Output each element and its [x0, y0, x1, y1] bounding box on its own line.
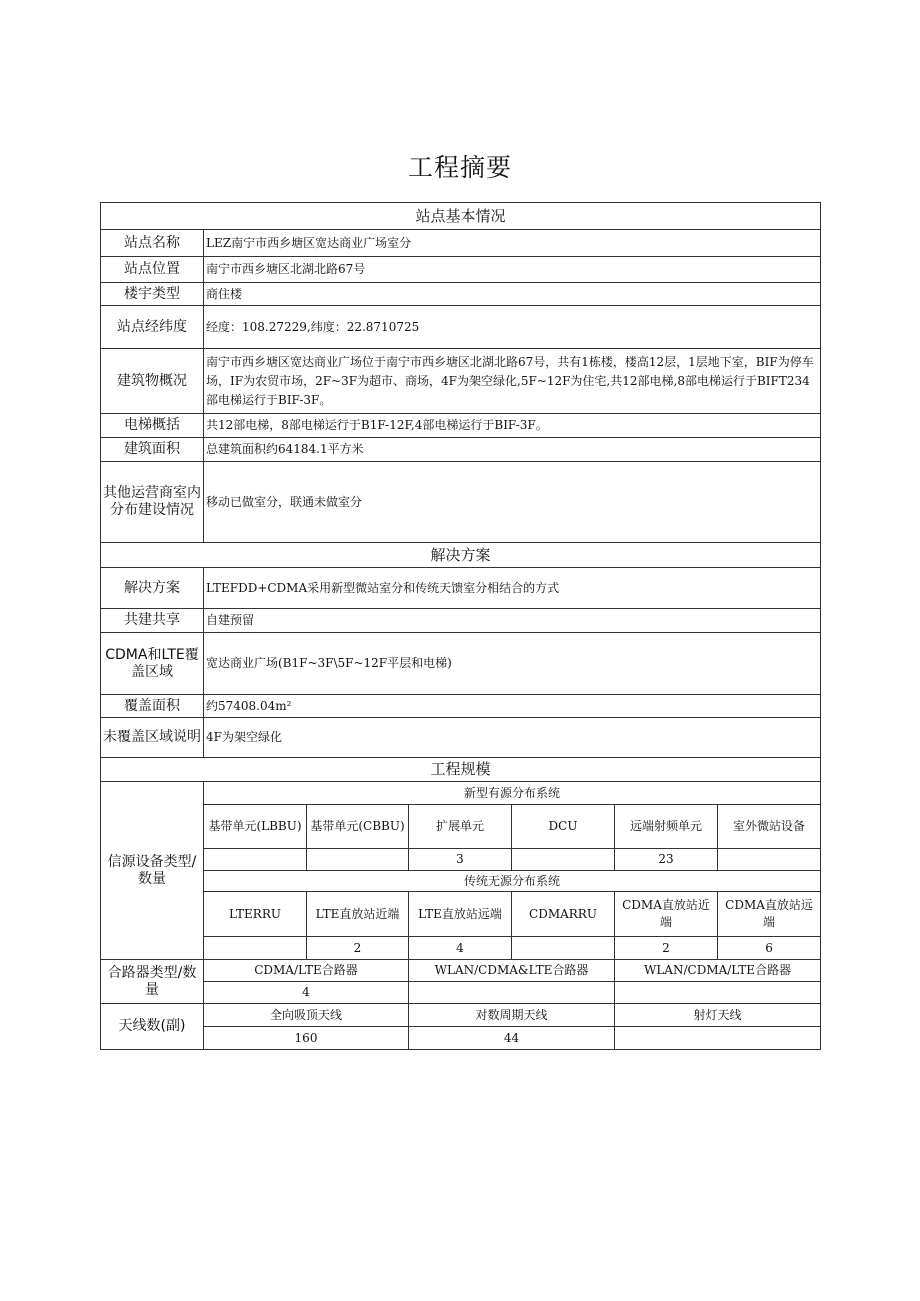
passive-count: 2	[615, 937, 718, 960]
combiner-count	[409, 982, 615, 1004]
label-antenna: 天线数(副)	[101, 1004, 204, 1050]
label-building-overview: 建筑物概况	[101, 349, 204, 414]
passive-head: CDMA直放站远端	[718, 892, 821, 937]
row-coverage-size	[101, 695, 821, 718]
passive-count	[204, 937, 307, 960]
value-coverage-area: 宽达商业广场(B1F~3F\5F~12F平层和电梯)	[204, 633, 821, 695]
combiner-head: WLAN/CDMA/LTE合路器	[615, 960, 821, 982]
active-count	[204, 849, 307, 871]
value-floor-area: 总建筑面积约64184.1平方米	[204, 438, 821, 462]
label-coordinates: 站点经纬度	[101, 306, 204, 349]
row-passive-title	[101, 871, 821, 892]
row-antenna-counts	[101, 1027, 821, 1050]
value-building-overview: 南宁市西乡塘区宽达商业广场位于南宁市西乡塘区北湖北路67号，共有1栋楼，楼高12层，1层地下室，BIF为停车场，IF为农贸市场，2F~3F为超市、商场，4F为架空绿化,5F~12F为住宅,共12部电梯,8部电梯运行于BIFT234部电梯运行于BIF-3F。	[204, 349, 821, 414]
antenna-count	[615, 1027, 821, 1050]
row-active-title	[101, 782, 821, 805]
value-uncovered: 4F为架空绿化	[204, 718, 821, 758]
row-passive-heads	[101, 892, 821, 937]
value-coverage-size: 约57408.04m²	[204, 695, 821, 718]
combiner-head: WLAN/CDMA&LTE合路器	[409, 960, 615, 982]
value-site-location: 南宁市西乡塘区北湖北路67号	[204, 257, 821, 283]
row-coordinates	[101, 306, 821, 349]
label-floor-area: 建筑面积	[101, 438, 204, 462]
label-building-type: 楼宇类型	[101, 283, 204, 306]
active-count	[307, 849, 409, 871]
passive-count: 4	[409, 937, 512, 960]
project-summary-table	[100, 202, 821, 1050]
row-site-location	[101, 257, 821, 283]
active-head: 室外微站设备	[718, 805, 821, 849]
active-head: DCU	[512, 805, 615, 849]
active-head: 基带单元(CBBU)	[307, 805, 409, 849]
passive-count	[512, 937, 615, 960]
value-elevator: 共12部电梯，8部电梯运行于B1F-12F,4部电梯运行于BIF-3F。	[204, 414, 821, 438]
section-basic-info: 站点基本情况	[101, 203, 821, 230]
passive-head: LTE直放站远端	[409, 892, 512, 937]
label-elevator: 电梯概括	[101, 414, 204, 438]
antenna-head: 对数周期天线	[409, 1004, 615, 1027]
section-solution: 解决方案	[101, 543, 821, 568]
row-active-counts	[101, 849, 821, 871]
antenna-count: 44	[409, 1027, 615, 1050]
label-combiner: 合路器类型/数量	[101, 960, 204, 1004]
passive-count: 2	[307, 937, 409, 960]
label-sharing: 共建共享	[101, 609, 204, 633]
label-source-equipment: 信源设备类型/数量	[101, 782, 204, 960]
row-elevator	[101, 414, 821, 438]
value-other-operators: 移动已做室分，联通未做室分	[204, 462, 821, 543]
antenna-count: 160	[204, 1027, 409, 1050]
row-coverage-area	[101, 633, 821, 695]
combiner-count	[615, 982, 821, 1004]
passive-head: CDMA直放站近端	[615, 892, 718, 937]
passive-count: 6	[718, 937, 821, 960]
row-building-type	[101, 283, 821, 306]
passive-system-title: 传统无源分布系统	[204, 871, 821, 892]
value-sharing: 自建预留	[204, 609, 821, 633]
label-site-name: 站点名称	[101, 230, 204, 257]
label-coverage-size: 覆盖面积	[101, 695, 204, 718]
passive-head: LTE直放站近端	[307, 892, 409, 937]
label-coverage-area: CDMA和LTE覆盖区域	[101, 633, 204, 695]
combiner-count: 4	[204, 982, 409, 1004]
passive-head: LTERRU	[204, 892, 307, 937]
active-count: 3	[409, 849, 512, 871]
antenna-head: 射灯天线	[615, 1004, 821, 1027]
row-active-heads	[101, 805, 821, 849]
row-sharing	[101, 609, 821, 633]
row-floor-area	[101, 438, 821, 462]
antenna-head: 全向吸顶天线	[204, 1004, 409, 1027]
row-uncovered	[101, 718, 821, 758]
row-other-operators	[101, 462, 821, 543]
active-count	[512, 849, 615, 871]
value-solution: LTEFDD+CDMA采用新型微站室分和传统天馈室分相结合的方式	[204, 568, 821, 609]
label-other-operators: 其他运营商室内分布建设情况	[101, 462, 204, 543]
row-solution	[101, 568, 821, 609]
value-coordinates: 经度：108.27229,纬度：22.8710725	[204, 306, 821, 349]
active-head: 远端射频单元	[615, 805, 718, 849]
row-passive-counts	[101, 937, 821, 960]
value-building-type: 商住楼	[204, 283, 821, 306]
label-site-location: 站点位置	[101, 257, 204, 283]
row-building-overview	[101, 349, 821, 414]
page-title: 工程摘要	[407, 153, 512, 182]
row-site-name	[101, 230, 821, 257]
row-antenna-heads	[101, 1004, 821, 1027]
passive-head: CDMARRU	[512, 892, 615, 937]
active-count	[718, 849, 821, 871]
row-combiner-heads	[101, 960, 821, 982]
combiner-head: CDMA/LTE合路器	[204, 960, 409, 982]
active-head: 基带单元(LBBU)	[204, 805, 307, 849]
section-scale: 工程规模	[101, 758, 821, 782]
row-combiner-counts	[101, 982, 821, 1004]
active-count: 23	[615, 849, 718, 871]
label-uncovered: 未覆盖区域说明	[101, 718, 204, 758]
label-solution: 解决方案	[101, 568, 204, 609]
value-site-name: LEZ南宁市西乡塘区宽达商业广场室分	[204, 230, 821, 257]
active-system-title: 新型有源分布系统	[204, 782, 821, 805]
active-head: 扩展单元	[409, 805, 512, 849]
